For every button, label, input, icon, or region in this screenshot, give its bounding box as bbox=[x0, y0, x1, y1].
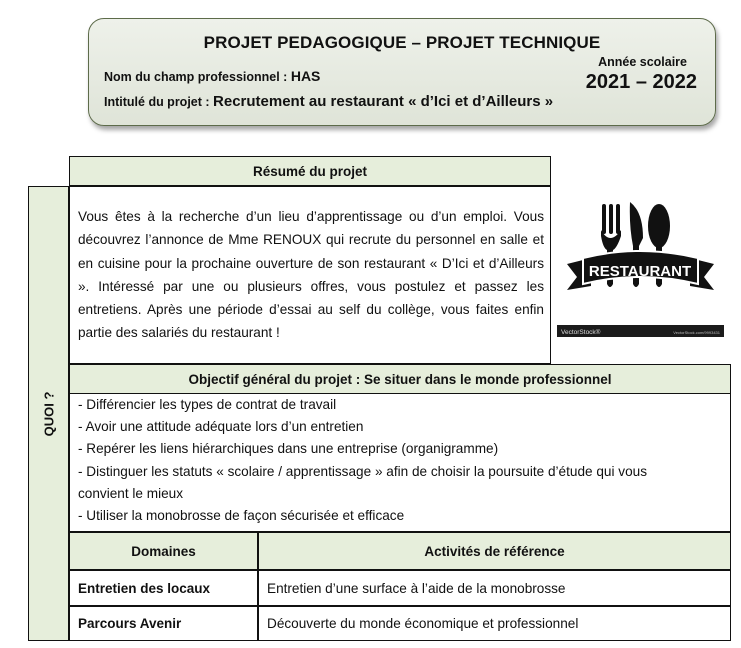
project-title bbox=[104, 93, 553, 110]
professional-field-label: Nom du champ professionnel : bbox=[104, 70, 291, 84]
professional-field-value: HAS bbox=[290, 68, 321, 84]
quoi-label: QUOI ? bbox=[41, 391, 56, 436]
objectif-item: - Utiliser la monobrosse de façon sécurisée et efficace bbox=[78, 508, 405, 524]
logo-cell bbox=[551, 156, 724, 364]
professional-field bbox=[104, 68, 320, 84]
restaurant-logo-icon bbox=[557, 186, 724, 337]
quoi-column bbox=[28, 186, 69, 641]
logo-footer-right: VectorStock.com/9993431 bbox=[673, 330, 720, 335]
resume-text: Vous êtes à la recherche d’un lieu d’apprentissage ou d’un emploi. Vous découvrez l’annonce de Mme RENOUX qui recrute du personnel en salle et en cuisine pour la prochaine ouverture de son restaurant « D’Ici et d’Ailleurs ». Intéressé par une ou plusieurs offres, vous postulez et passez les entretiens. Après une période d’essai au self du collège, vous faites enfin partie des salariés du restaurant ! bbox=[69, 186, 551, 364]
logo-footer-left: VectorStock® bbox=[561, 329, 601, 336]
resume-heading: Résumé du projet bbox=[69, 156, 551, 186]
table-row-domain: Parcours Avenir bbox=[69, 606, 258, 641]
table-row-domain: Entretien des locaux bbox=[69, 570, 258, 606]
table-header-activites: Activités de référence bbox=[258, 532, 731, 570]
objectif-item: - Différencier les types de contrat de travail bbox=[78, 397, 337, 412]
objectif-heading: Objectif général du projet : Se situer dans le monde professionnel bbox=[69, 364, 731, 394]
school-year-value: 2021 – 2022 bbox=[585, 71, 697, 93]
table-header-domaines: Domaines bbox=[69, 532, 258, 570]
objectif-item: - Avoir une attitude adéquate lors d’un entretien bbox=[78, 419, 364, 435]
document-title: PROJET PEDAGOGIQUE – PROJET TECHNIQUE bbox=[203, 33, 601, 52]
objectif-list bbox=[69, 394, 731, 532]
project-header bbox=[88, 18, 716, 126]
objectif-item: - Repérer les liens hiérarchiques dans une entreprise (organigramme) bbox=[78, 441, 499, 457]
table-row-activity: Entretien d’une surface à l’aide de la monobrosse bbox=[258, 570, 731, 606]
table-row-activity: Découverte du monde économique et professionnel bbox=[258, 606, 731, 641]
school-year-label: Année scolaire bbox=[598, 55, 687, 69]
project-title-value: Recrutement au restaurant « d’Ici et d’Ailleurs » bbox=[213, 93, 554, 110]
project-title-label: Intitulé du projet : bbox=[104, 95, 214, 109]
objectif-item: - Distinguer les statuts « scolaire / apprentissage » afin de choisir la poursuite d’étude qui vous bbox=[78, 463, 647, 479]
restaurant-logo bbox=[557, 186, 724, 337]
logo-banner-text: RESTAURANT bbox=[588, 263, 692, 280]
objectif-item: convient le mieux bbox=[78, 485, 184, 501]
